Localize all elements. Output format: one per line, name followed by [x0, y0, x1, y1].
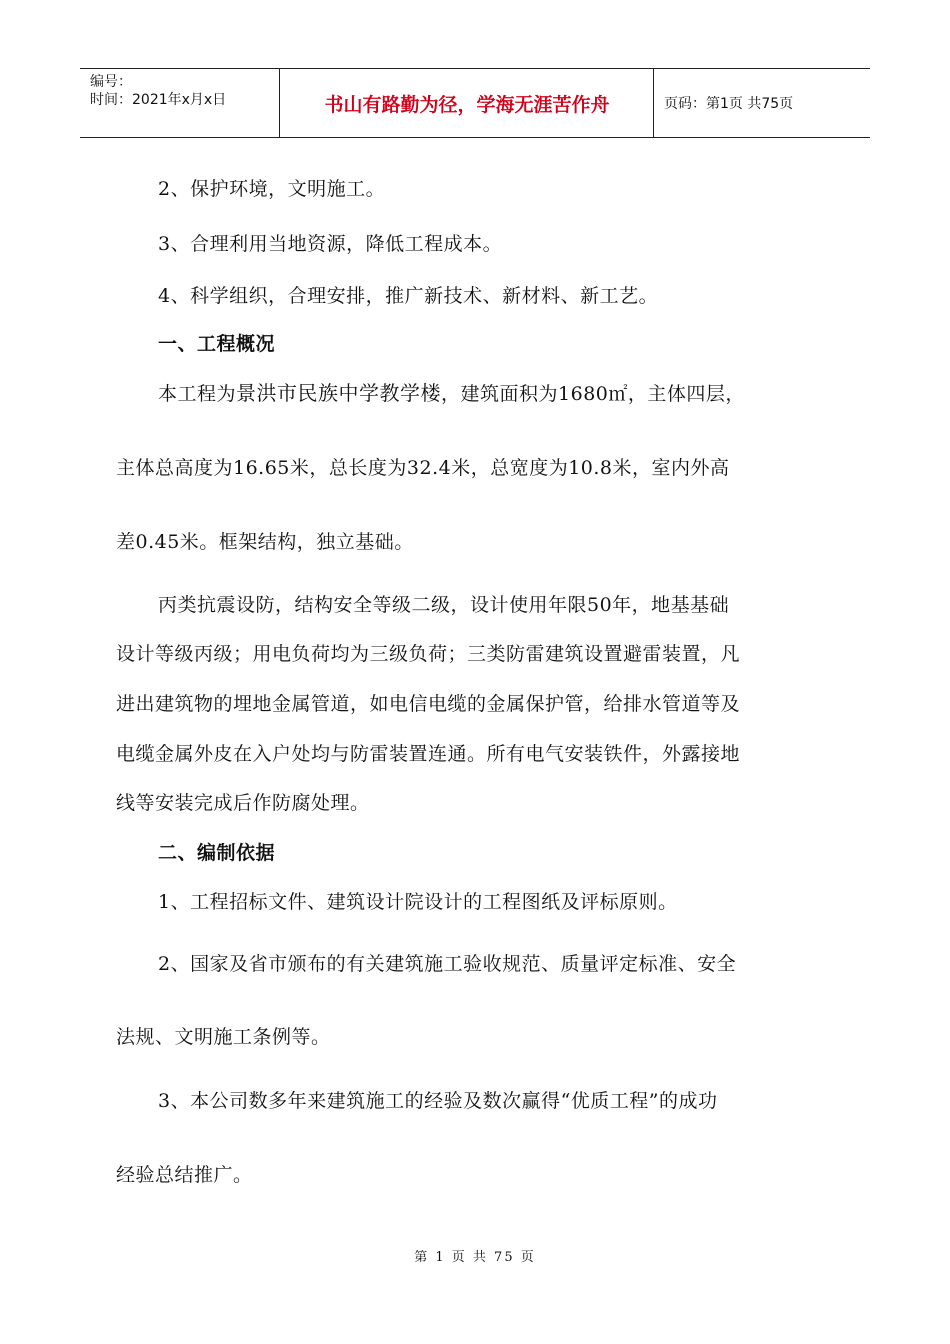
page-footer: 第 1 页 共 75 页: [414, 1250, 536, 1265]
section-heading-basis: 二、编制依据: [158, 842, 276, 864]
project-name: 景洪市民族中学教学楼: [236, 381, 442, 405]
item-2: 2、保护环境，文明施工。: [158, 178, 386, 200]
basis-3-line-2: 经验总结推广。: [116, 1164, 253, 1186]
document-number: 编号：: [90, 74, 132, 90]
header-meta: [80, 69, 280, 137]
section-heading-overview: 一、工程概况: [158, 333, 276, 355]
header-page-number: 页码：第1页 共75页: [664, 96, 794, 112]
overview-text-a: 本工程为: [158, 383, 237, 405]
para2-line-3: 进出建筑物的埋地金属管道，如电信电缆的金属保护管，给排水管道等及: [116, 693, 741, 715]
overview-line-1: [158, 377, 745, 406]
basis-2-line-2: 法规、文明施工条例等。: [116, 1026, 331, 1048]
overview-line-3: 差0.45米。框架结构，独立基础。: [116, 531, 414, 553]
basis-2-line-1: 2、国家及省市颁布的有关建筑施工验收规范、质量评定标准、安全: [158, 953, 737, 975]
basis-1: 1、工程招标文件、建筑设计院设计的工程图纸及评标原则。: [158, 891, 678, 913]
overview-line-2: 主体总高度为16.65米，总长度为32.4米，总宽度为10.8米，室内外高: [116, 457, 730, 479]
document-date: 时间：2021年x月x日: [90, 92, 227, 108]
item-3: 3、合理利用当地资源，降低工程成本。: [158, 233, 503, 255]
header-motto: 书山有路勤为径，学海无涯苦作舟: [281, 69, 654, 137]
para2-line-2: 设计等级丙级；用电负荷均为三级负荷；三类防雷建筑设置避雷装置，凡: [116, 643, 741, 665]
item-4: 4、科学组织，合理安排，推广新技术、新材料、新工艺。: [158, 285, 659, 307]
para2-line-4: 电缆金属外皮在入户处均与防雷装置连通。所有电气安装铁件，外露接地: [116, 743, 741, 765]
page-header: [80, 68, 870, 138]
para2-line-5: 线等安装完成后作防腐处理。: [116, 792, 370, 814]
overview-text-b: ，建筑面积为1680㎡，主体四层，: [441, 383, 745, 405]
basis-3-line-1: 3、本公司数多年来建筑施工的经验及数次赢得“优质工程”的成功: [158, 1090, 718, 1112]
para2-line-1: 丙类抗震设防，结构安全等级二级，设计使用年限50年，地基基础: [158, 594, 730, 616]
